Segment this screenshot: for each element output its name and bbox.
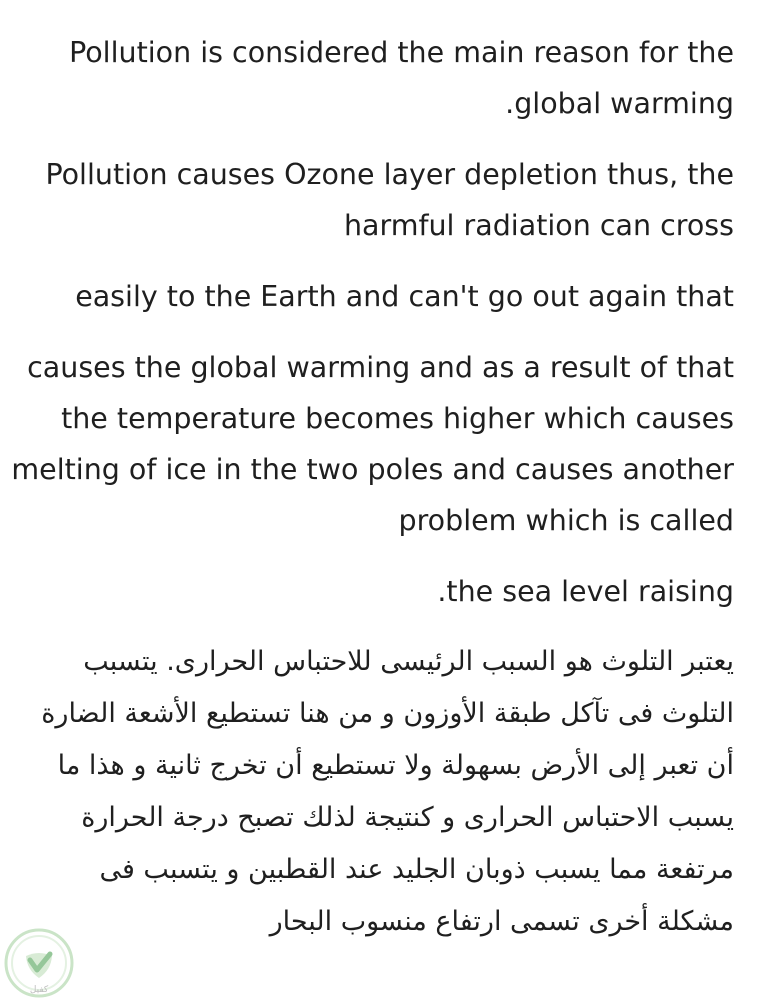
arabic-line-1: يعتبر التلوث هو السبب الرئيسى للاحتباس الحرارى. يتسبب	[83, 646, 734, 677]
document-body	[11, 0, 734, 948]
english-paragraph-2	[20, 149, 734, 251]
paragraph-4-line-2: the temperature becomes higher which causes	[61, 402, 734, 435]
arabic-line-2: التلوث فى تآكل طبقة الأوزون و من هنا تستطيع الأشعة الضارة	[41, 698, 734, 729]
arabic-line-4: يسبب الاحتباس الحرارى و كنتيجة لذلك تصبح درجة الحرارة	[81, 802, 734, 833]
english-paragraph-1	[20, 0, 734, 129]
english-paragraph-3	[20, 271, 734, 322]
paragraph-1-line-1: Pollution is considered the main reason for the	[69, 36, 734, 69]
paragraph-3-line-1: easily to the Earth and can't go out again that	[75, 280, 734, 313]
arabic-paragraph	[20, 636, 734, 948]
paragraph-5-line-1: the sea level raising.	[437, 575, 734, 608]
watermark-logo	[0, 926, 78, 1000]
arabic-line-6: مشكلة أخرى تسمى ارتفاع منسوب البحار	[269, 906, 734, 937]
arabic-line-5: مرتفعة مما يسبب ذوبان الجليد عند القطبين و يتسبب فى	[99, 854, 734, 885]
paragraph-4-line-4: problem which is called	[398, 504, 734, 537]
english-paragraph-5	[20, 566, 734, 617]
arabic-line-3: أن تعبر إلى الأرض بسهولة ولا تستطيع أن تخرج ثانية و هذا ما	[57, 750, 734, 781]
check-shield-logo-icon	[0, 926, 78, 1000]
paragraph-2-line-1: Pollution causes Ozone layer depletion thus, the	[45, 158, 734, 191]
paragraph-1-line-2: global warming.	[505, 87, 734, 120]
svg-text:كفيل: كفيل	[29, 985, 49, 995]
paragraph-2-line-2: harmful radiation can cross	[343, 209, 734, 242]
english-paragraph-4	[11, 342, 734, 546]
paragraph-4-line-1: causes the global warming and as a result of that	[27, 351, 734, 384]
paragraph-4-line-3: melting of ice in the two poles and causes another	[11, 453, 734, 486]
